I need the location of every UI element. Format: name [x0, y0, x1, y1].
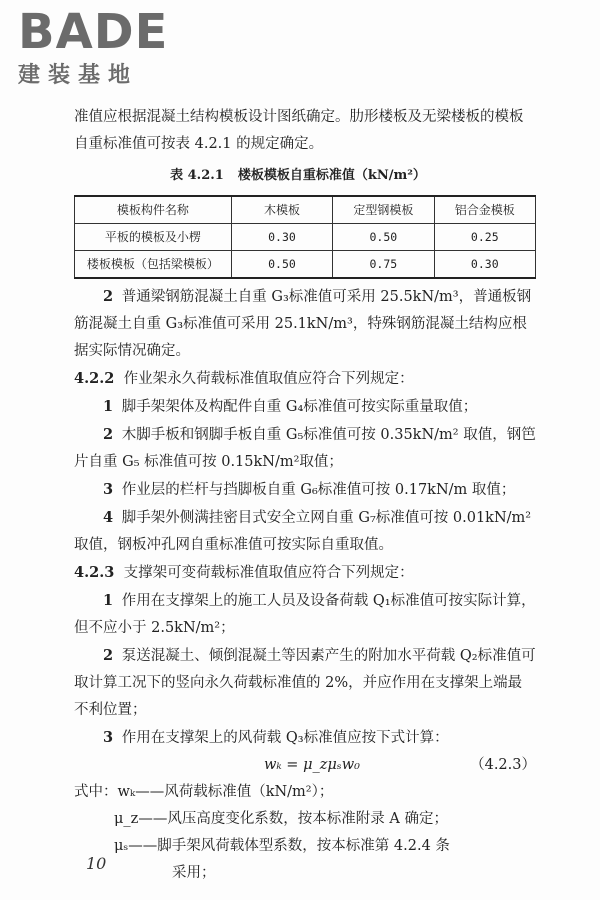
list-item [74, 393, 536, 421]
where-line: μₛ——脚手架风荷载体型系数，按本标准第 4.2.4 条 [114, 838, 450, 854]
where-lead: 式中： [74, 784, 118, 800]
section-title: 支撑架可变荷载标准值取值应符合下列规定： [123, 565, 414, 581]
logo-wordmark: BADE [18, 4, 169, 60]
list-item [74, 421, 536, 476]
item-text: 普通梁钢筋混凝土自重 G₃标准值可采用 25.5kN/m³，普通板钢筋混凝土自重 G₃标准值可采用 25.1kN/m³，特殊钢筋混凝土结构应根据实际情况确定。 [74, 289, 532, 359]
table-row [75, 224, 536, 251]
table-row [75, 251, 536, 279]
where-line [74, 779, 536, 806]
list-item [74, 587, 536, 642]
table-caption [74, 162, 536, 189]
table-header: 定型钢模板 [333, 196, 434, 224]
formwork-weight-table [74, 195, 536, 279]
table-cell: 0.50 [333, 224, 434, 251]
section-number: 4.2.2 [74, 370, 115, 387]
item-number: 2 [103, 426, 114, 443]
where-line-continued: 采用； [172, 865, 216, 881]
logo [18, 6, 188, 92]
page-number: 10 [86, 854, 107, 873]
formula-number: （4.2.3） [470, 757, 536, 773]
table-cell: 0.75 [333, 251, 434, 279]
formula-expression: wₖ = μ_zμₛw₀ [264, 757, 360, 773]
item-text: 作用在支撑架上的风荷载 Q₃标准值应按下式计算： [121, 730, 449, 746]
formula-4-2-3 [74, 752, 536, 779]
section-title: 作业架永久荷载标准值取值应符合下列规定： [123, 371, 414, 387]
item-text: 脚手架外侧满挂密目式安全立网自重 G₇标准值可按 0.01kN/m²取值，钢板冲孔网自重标准值可按实际自重取值。 [74, 510, 532, 553]
section-heading-4-2-3 [74, 559, 536, 587]
table-header: 木模板 [231, 196, 332, 224]
item-number: 1 [103, 398, 114, 415]
item-text: 木脚手板和钢脚手板自重 G₅标准值可按 0.35kN/m² 取值，钢笆片自重 G₅ 标准值可按 0.15kN/m²取值； [74, 427, 536, 470]
list-item [74, 724, 536, 752]
item-number: 4 [103, 509, 114, 526]
table-caption-title: 楼板模板自重标准值（kN/m²） [237, 168, 426, 183]
table-cell: 0.50 [231, 251, 332, 279]
list-item [74, 642, 536, 724]
item-number: 2 [103, 647, 114, 664]
item-number: 1 [103, 592, 114, 609]
document-body [74, 104, 536, 887]
intro-paragraph: 准值应根据混凝土结构模板设计图纸确定。肋形楼板及无梁楼板的模板自重标准值可按表 4.2.1 的规定确定。 [74, 109, 524, 152]
table-cell: 0.25 [434, 224, 535, 251]
list-item [74, 476, 536, 504]
list-item [74, 504, 536, 559]
table-caption-number: 表 4.2.1 [170, 168, 224, 183]
item-text: 作用在支撑架上的施工人员及设备荷载 Q₁标准值可按实际计算，但不应小于 2.5kN/m²； [74, 593, 536, 636]
logo-chinese-name: 建装基地 [18, 63, 139, 88]
where-line: μ_z——风压高度变化系数，按本标准附录 A 确定； [114, 811, 449, 827]
item-number: 2 [103, 288, 114, 305]
table-header: 铝合金模板 [434, 196, 535, 224]
item-number: 3 [103, 481, 114, 498]
table-header-row [75, 196, 536, 224]
item-text: 脚手架架体及构配件自重 G₄标准值可按实际重量取值； [121, 399, 478, 415]
item-text: 作业层的栏杆与挡脚板自重 G₆标准值可按 0.17kN/m 取值； [121, 482, 516, 498]
table-cell: 0.30 [231, 224, 332, 251]
where-definition: wₖ——风荷载标准值（kN/m²）； [117, 784, 334, 800]
table-cell: 平板的模板及小楞 [75, 224, 232, 251]
section-heading-4-2-2 [74, 365, 536, 393]
table-cell: 0.30 [434, 251, 535, 279]
paragraph-item-2 [74, 283, 536, 365]
table-cell: 楼板模板（包括梁模板） [75, 251, 232, 279]
item-number: 3 [103, 729, 114, 746]
section-number: 4.2.3 [74, 564, 115, 581]
table-header: 模板构件名称 [75, 196, 232, 224]
item-text: 泵送混凝土、倾倒混凝土等因素产生的附加水平荷载 Q₂标准值可取计算工况下的竖向永久荷载标准值的 2%，并应作用在支撑架上端最不利位置； [74, 648, 536, 718]
